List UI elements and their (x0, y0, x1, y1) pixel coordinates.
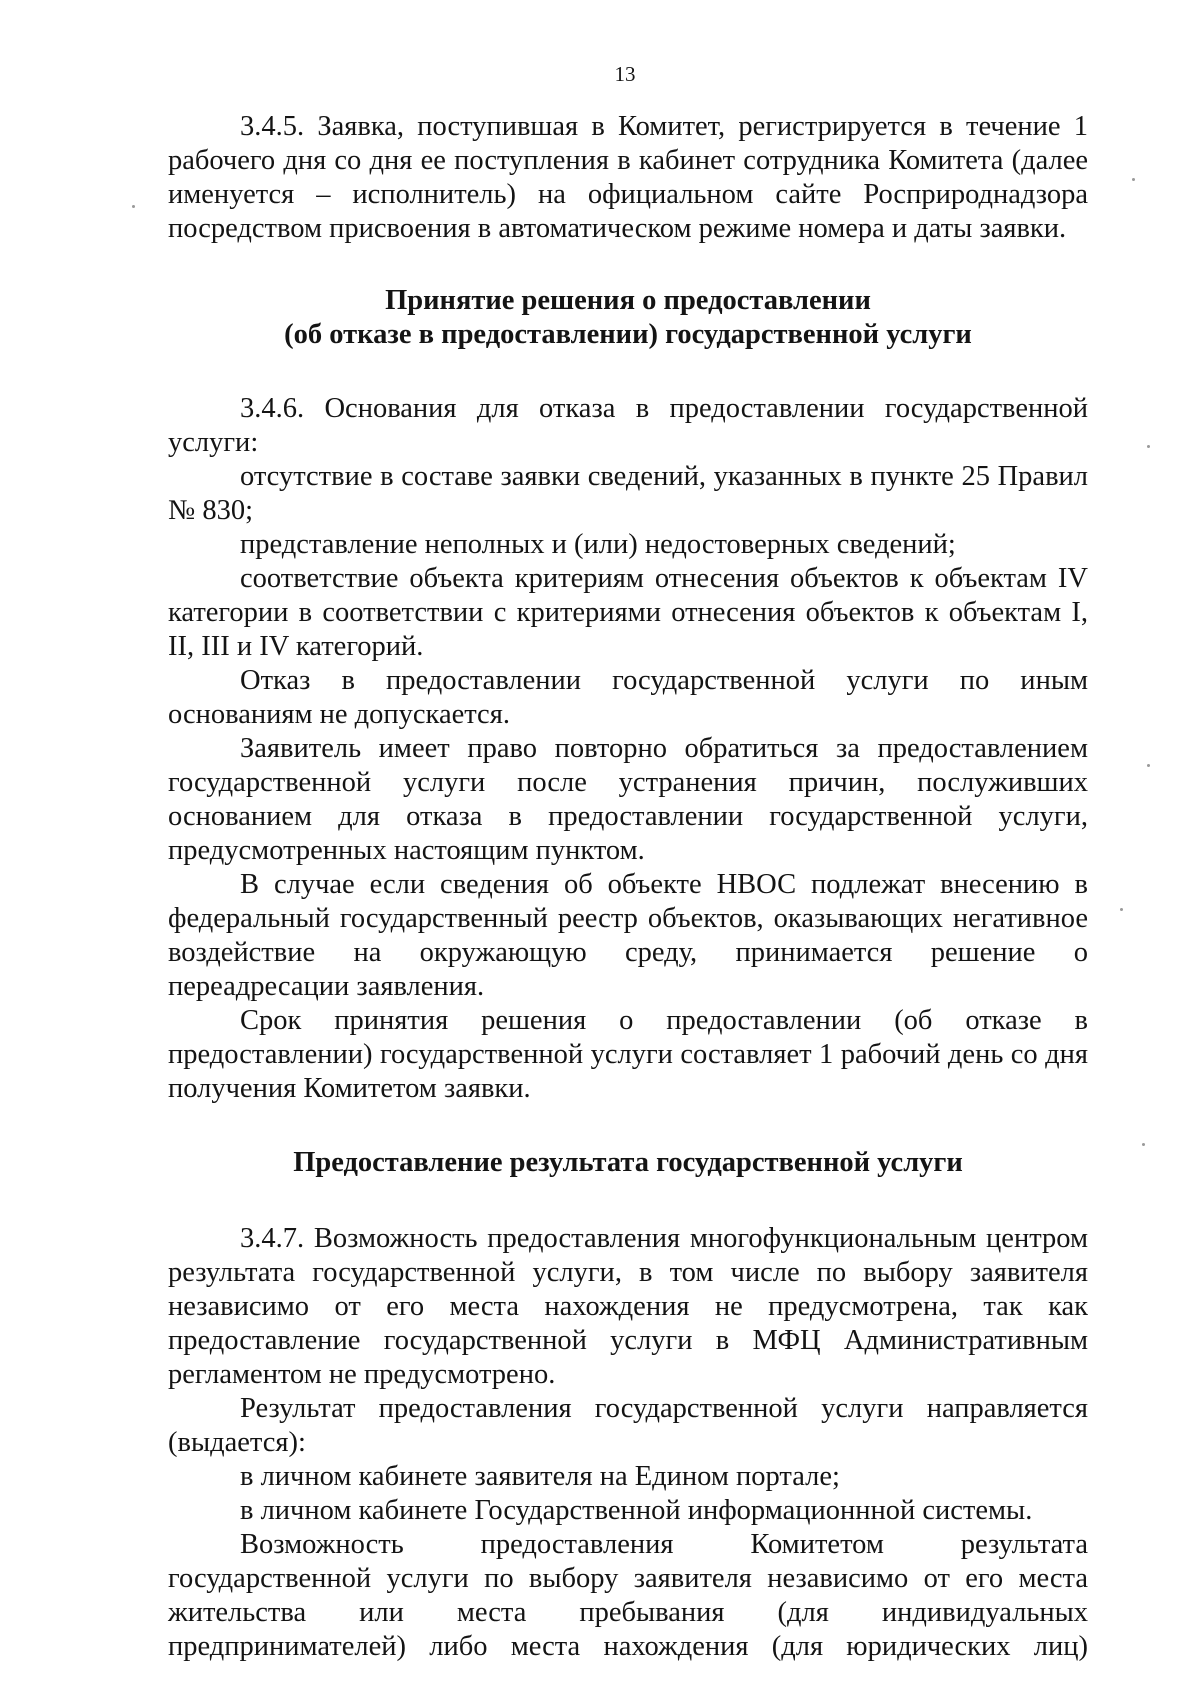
scan-speck (1142, 1143, 1145, 1146)
refusal-ground-item: отсутствие в составе заявки сведений, указанных в пункте 25 Правил № 830; (168, 461, 1088, 526)
scan-speck (132, 205, 135, 208)
section-heading-decision-line1: Принятие решения о предоставлении (385, 285, 871, 316)
section-heading-decision (168, 284, 1088, 352)
paragraph-other-grounds: Отказ в предоставлении государственной услуги по иным основаниям не допускается. (168, 665, 1088, 730)
result-channel-item: в личном кабинете заявителя на Едином портале; (240, 1461, 840, 1492)
paragraph-reapply: Заявитель имеет право повторно обратиться за предоставлением государственной услуги после устранения причин, послуживших основанием для отказа в предоставлении государственной услуги, предусмотренных настоящим пунктом. (168, 733, 1088, 866)
scan-speck (1147, 764, 1150, 767)
paragraph-possibility: Возможность предоставления Комитетом результата государственной услуги по выбору заявителя независимо от его места жительства или места пребывания (для индивидуальных предпринимателей) либо места нахождения (для юридических лиц) (168, 1529, 1088, 1662)
paragraph-3-4-5: 3.4.5. Заявка, поступившая в Комитет, регистрируется в течение 1 рабочего дня со дня ее поступления в кабинет сотрудника Комитета (далее именуется – исполнитель) на официальном сайте Росприроднадзора посредством присвоения в автоматическом режиме номера и даты заявки. (168, 111, 1088, 244)
page-number: 13 (614, 62, 636, 86)
paragraph-decision-term: Срок принятия решения о предоставлении (об отказе в предоставлении) государственной услуги составляет 1 рабочий день со дня получения Комитетом заявки. (168, 1005, 1088, 1104)
paragraph-readdress: В случае если сведения об объекте НВОС подлежат внесению в федеральный государственный реестр объектов, оказывающих негативное воздействие на окружающую среду, принимается решение о переадресации заявления. (168, 869, 1088, 1002)
refusal-ground-item: представление неполных и (или) недостоверных сведений; (240, 529, 956, 560)
document-body (168, 110, 1088, 1664)
paragraph-3-4-6: 3.4.6. Основания для отказа в предоставлении государственной услуги: (168, 393, 1088, 458)
paragraph-3-4-7: 3.4.7. Возможность предоставления многофункциональным центром результата государственной услуги, в том числе по выбору заявителя независимо от его места нахождения не предусмотрена, так как предоставление государственной услуги в МФЦ Административным регламентом не предусмотрено. (168, 1223, 1088, 1390)
scan-speck (1120, 908, 1123, 911)
result-channel-item: в личном кабинете Государственной информационнной системы. (240, 1495, 1033, 1526)
section-heading-result: Предоставление результата государственной услуги (293, 1147, 963, 1178)
section-heading-decision-line2: (об отказе в предоставлении) государственной услуги (284, 319, 972, 350)
scan-speck (1132, 178, 1135, 181)
refusal-ground-item: соответствие объекта критериям отнесения объектов к объектам IV категории в соответствии с критериями отнесения объектов к объектам I, II, III и IV категорий. (168, 563, 1088, 662)
scan-speck (1147, 445, 1150, 448)
paragraph-result-sent: Результат предоставления государственной услуги направляется (выдается): (168, 1393, 1088, 1458)
